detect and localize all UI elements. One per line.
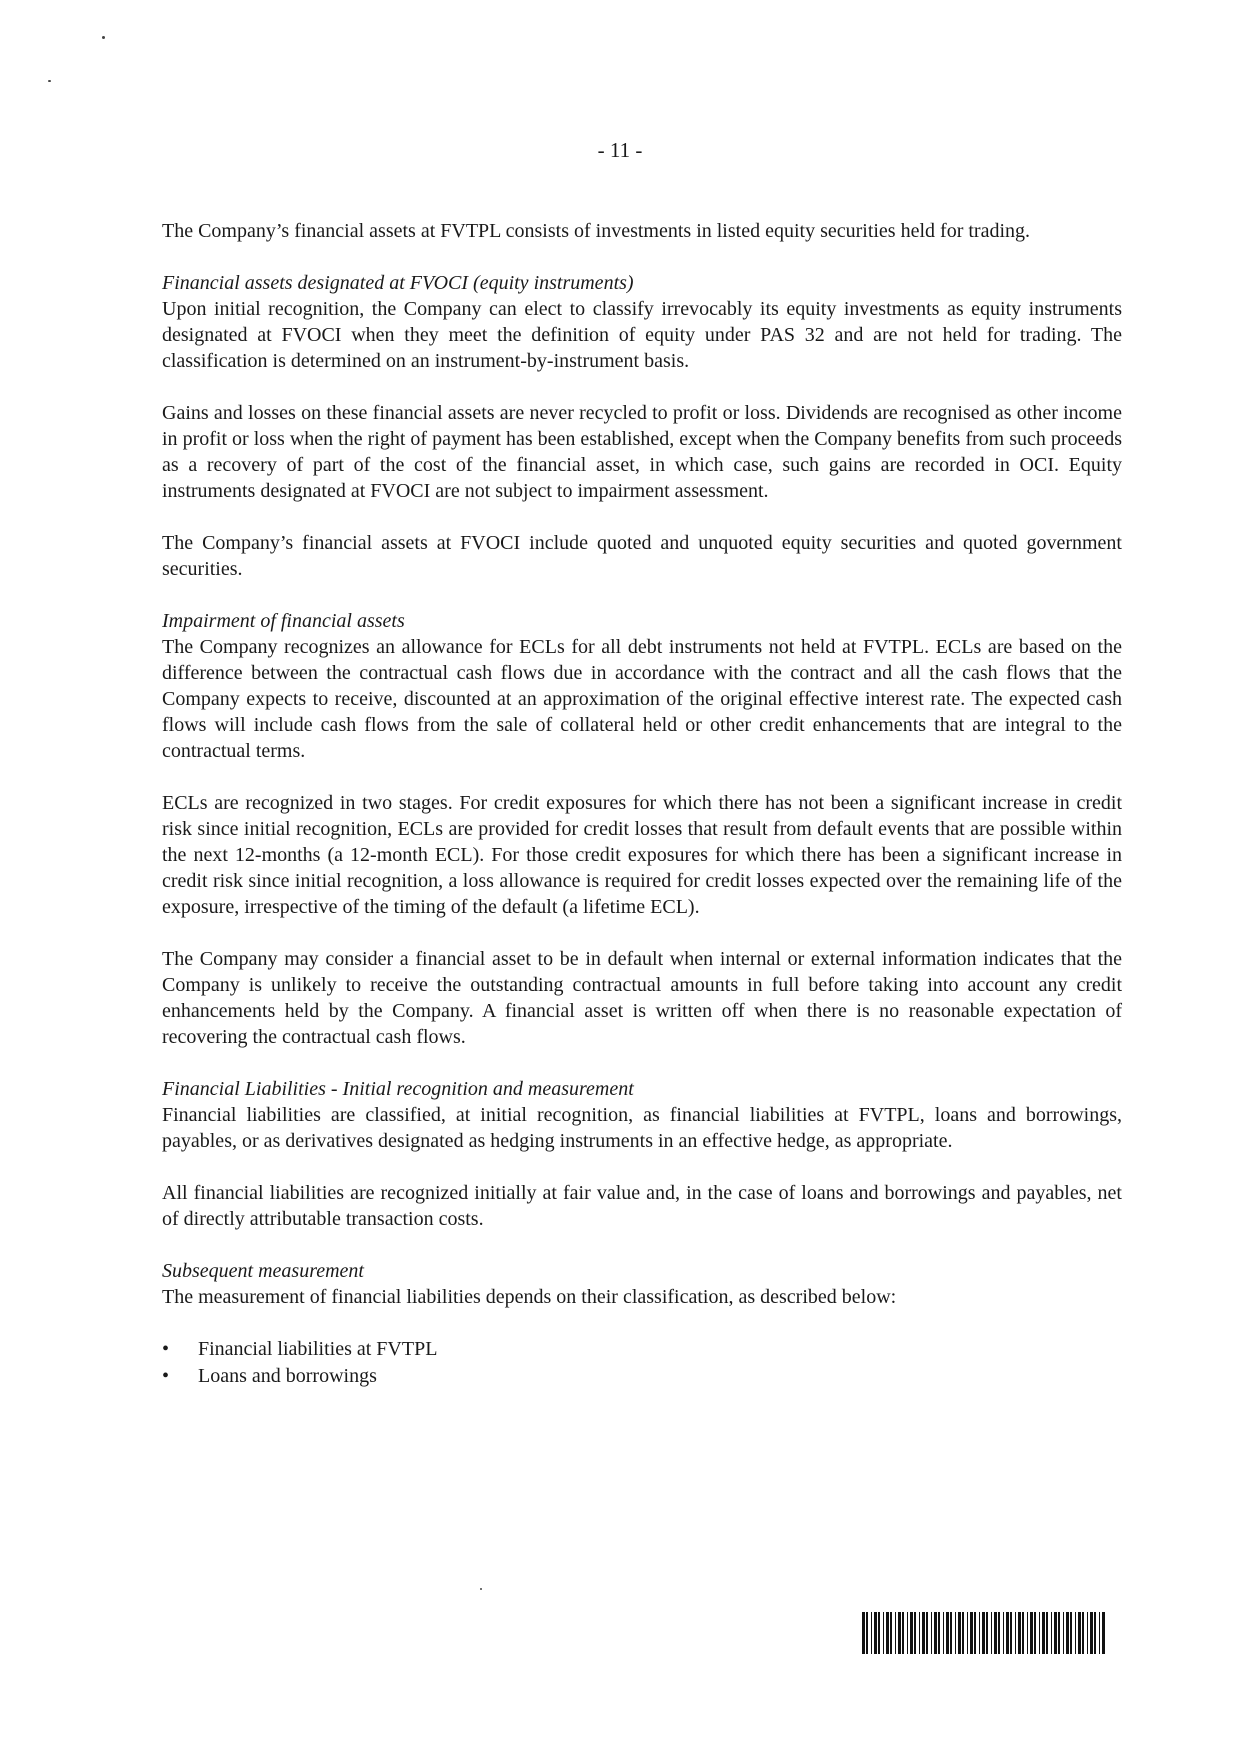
barcode-bar: [1075, 1612, 1076, 1654]
barcode-bar: [871, 1612, 872, 1654]
barcode-bar: [919, 1612, 920, 1654]
barcode-bar: [1082, 1612, 1084, 1654]
barcode-bar: [1039, 1612, 1040, 1654]
paragraph: The Company may consider a financial asset to be in default when internal or external information indicates that the Company is unlikely to receive the outstanding contractual amounts in full before taking into account any credit enhancements held by the Company. A financial asset is written off when there is no reasonable expectation of recovering the contractual cash flows.: [162, 948, 1122, 1048]
scan-speck: [480, 1588, 482, 1590]
paragraph: Upon initial recognition, the Company can elect to classify irrevocably its equity investments as equity instruments designated at FVOCI when they meet the definition of equity under PAS 32 and are not held for trading. The classification is determined on an instrument-by-instrument basis.: [162, 298, 1122, 372]
paragraph: The Company recognizes an allowance for ECLs for all debt instruments not held at FVTPL. ECLs are based on the difference between the contractual cash flows due in accordance with the contract and all the cash flows that the Company expects to receive, discounted at an approximation of the original effective interest rate. The expected cash flows will include cash flows from the sale of collateral held or other credit enhancements that are integral to the contractual terms.: [162, 636, 1122, 762]
barcode-bar: [979, 1612, 980, 1654]
barcode-bar: [1010, 1612, 1012, 1654]
page-number: - 11 -: [597, 138, 643, 162]
barcode-bar: [1034, 1612, 1036, 1654]
barcode-bar: [1018, 1612, 1021, 1654]
barcode-bar: [1102, 1612, 1105, 1654]
barcode-bar: [1078, 1612, 1081, 1654]
barcode-bar: [962, 1612, 964, 1654]
barcode-bar: [1063, 1612, 1064, 1654]
paragraph: Financial liabilities are classified, at initial recognition, as financial liabilities at FVTPL, loans and borrowings, payables, or as derivatives designated as hedging instruments in an effective hedge, as appropriate.: [162, 1104, 1122, 1152]
barcode-bar: [1015, 1612, 1016, 1654]
barcode-bar: [950, 1612, 952, 1654]
barcode-bar: [955, 1612, 956, 1654]
barcode-bar: [970, 1612, 973, 1654]
barcode-bar: [1046, 1612, 1048, 1654]
barcode-bar: [934, 1612, 937, 1654]
barcode-bar: [1006, 1612, 1009, 1654]
barcode-bar: [974, 1612, 976, 1654]
list-item-text: Financial liabilities at FVTPL: [198, 1338, 438, 1360]
barcode-bar: [986, 1612, 988, 1654]
barcode-bar: [998, 1612, 1000, 1654]
bullet-list: [162, 1336, 1122, 1390]
barcode-bar: [895, 1612, 896, 1654]
barcode-bar: [1090, 1612, 1093, 1654]
barcode-bar: [1042, 1612, 1045, 1654]
paragraph: All financial liabilities are recognized initially at fair value and, in the case of loans and borrowings and payables, net of directly attributable transaction costs.: [162, 1182, 1122, 1230]
barcode-bar: [910, 1612, 913, 1654]
intro-paragraph: The Company’s financial assets at FVTPL consists of investments in listed equity securities held for trading.: [162, 220, 1030, 242]
barcode-bar: [991, 1612, 992, 1654]
barcode-bar: [1027, 1612, 1028, 1654]
barcode-bar: [1030, 1612, 1033, 1654]
barcode-bar: [994, 1612, 997, 1654]
section-heading-impairment: Impairment of financial assets: [162, 610, 405, 632]
barcode-bar: [862, 1612, 865, 1654]
barcode-bar: [1054, 1612, 1057, 1654]
barcode-bar: [938, 1612, 940, 1654]
barcode-bar: [914, 1612, 916, 1654]
bullet-icon: •: [162, 1365, 170, 1387]
barcode-bar: [922, 1612, 925, 1654]
barcode-bar: [958, 1612, 961, 1654]
barcode-bar: [946, 1612, 949, 1654]
barcode-bar: [1099, 1612, 1100, 1654]
paragraph: ECLs are recognized in two stages. For credit exposures for which there has not been a significant increase in credit risk since initial recognition, ECLs are provided for credit losses that result from default events that are possible within the next 12-months (a 12-month ECL). For those credit exposures for which there has been a significant increase in credit risk since initial recognition, a loss allowance is required for credit losses expected over the remaining life of the exposure, irrespective of the timing of the default (a lifetime ECL).: [162, 792, 1122, 918]
barcode-bar: [982, 1612, 985, 1654]
barcode-bar: [931, 1612, 932, 1654]
barcode-bar: [943, 1612, 944, 1654]
list-item-text: Loans and borrowings: [198, 1365, 377, 1387]
barcode-bar: [874, 1612, 877, 1654]
paragraph: Gains and losses on these financial assets are never recycled to profit or loss. Dividends are recognised as other income in profit or loss when the right of payment has been established, except when the Company benefits from such proceeds as a recovery of part of the cost of the financial asset, in which case, such gains are recorded in OCI. Equity instruments designated at FVOCI are not subject to impairment assessment.: [162, 402, 1122, 502]
barcode-bar: [1051, 1612, 1052, 1654]
barcode-bar: [890, 1612, 892, 1654]
barcode-bar: [878, 1612, 880, 1654]
barcode-bar: [1066, 1612, 1069, 1654]
barcode-icon: [860, 1612, 1110, 1654]
list-item: [162, 1336, 1122, 1363]
barcode-bar: [1087, 1612, 1088, 1654]
barcode-bar: [926, 1612, 928, 1654]
bullet-icon: •: [162, 1338, 170, 1360]
paragraph: The measurement of financial liabilities depends on their classification, as described below:: [162, 1286, 897, 1308]
document-body: [162, 218, 1122, 1390]
barcode-bar: [907, 1612, 908, 1654]
section-heading-liabilities: Financial Liabilities - Initial recognition and measurement: [162, 1078, 634, 1100]
scan-speck: [48, 80, 51, 82]
barcode-bar: [1003, 1612, 1004, 1654]
barcode-bar: [898, 1612, 901, 1654]
barcode-bar: [902, 1612, 904, 1654]
barcode-bar: [883, 1612, 884, 1654]
paragraph: The Company’s financial assets at FVOCI include quoted and unquoted equity securities and quoted government securities.: [162, 532, 1122, 580]
list-item: [162, 1363, 1122, 1390]
barcode-bar: [1022, 1612, 1024, 1654]
scan-speck: [102, 36, 105, 39]
barcode-bar: [866, 1612, 868, 1654]
section-heading-fvoci: Financial assets designated at FVOCI (equity instruments): [162, 272, 634, 294]
barcode-bar: [886, 1612, 889, 1654]
barcode-bar: [1058, 1612, 1060, 1654]
barcode-bar: [1070, 1612, 1072, 1654]
barcode-bar: [967, 1612, 968, 1654]
section-heading-subsequent: Subsequent measurement: [162, 1260, 364, 1282]
barcode-bar: [1094, 1612, 1096, 1654]
